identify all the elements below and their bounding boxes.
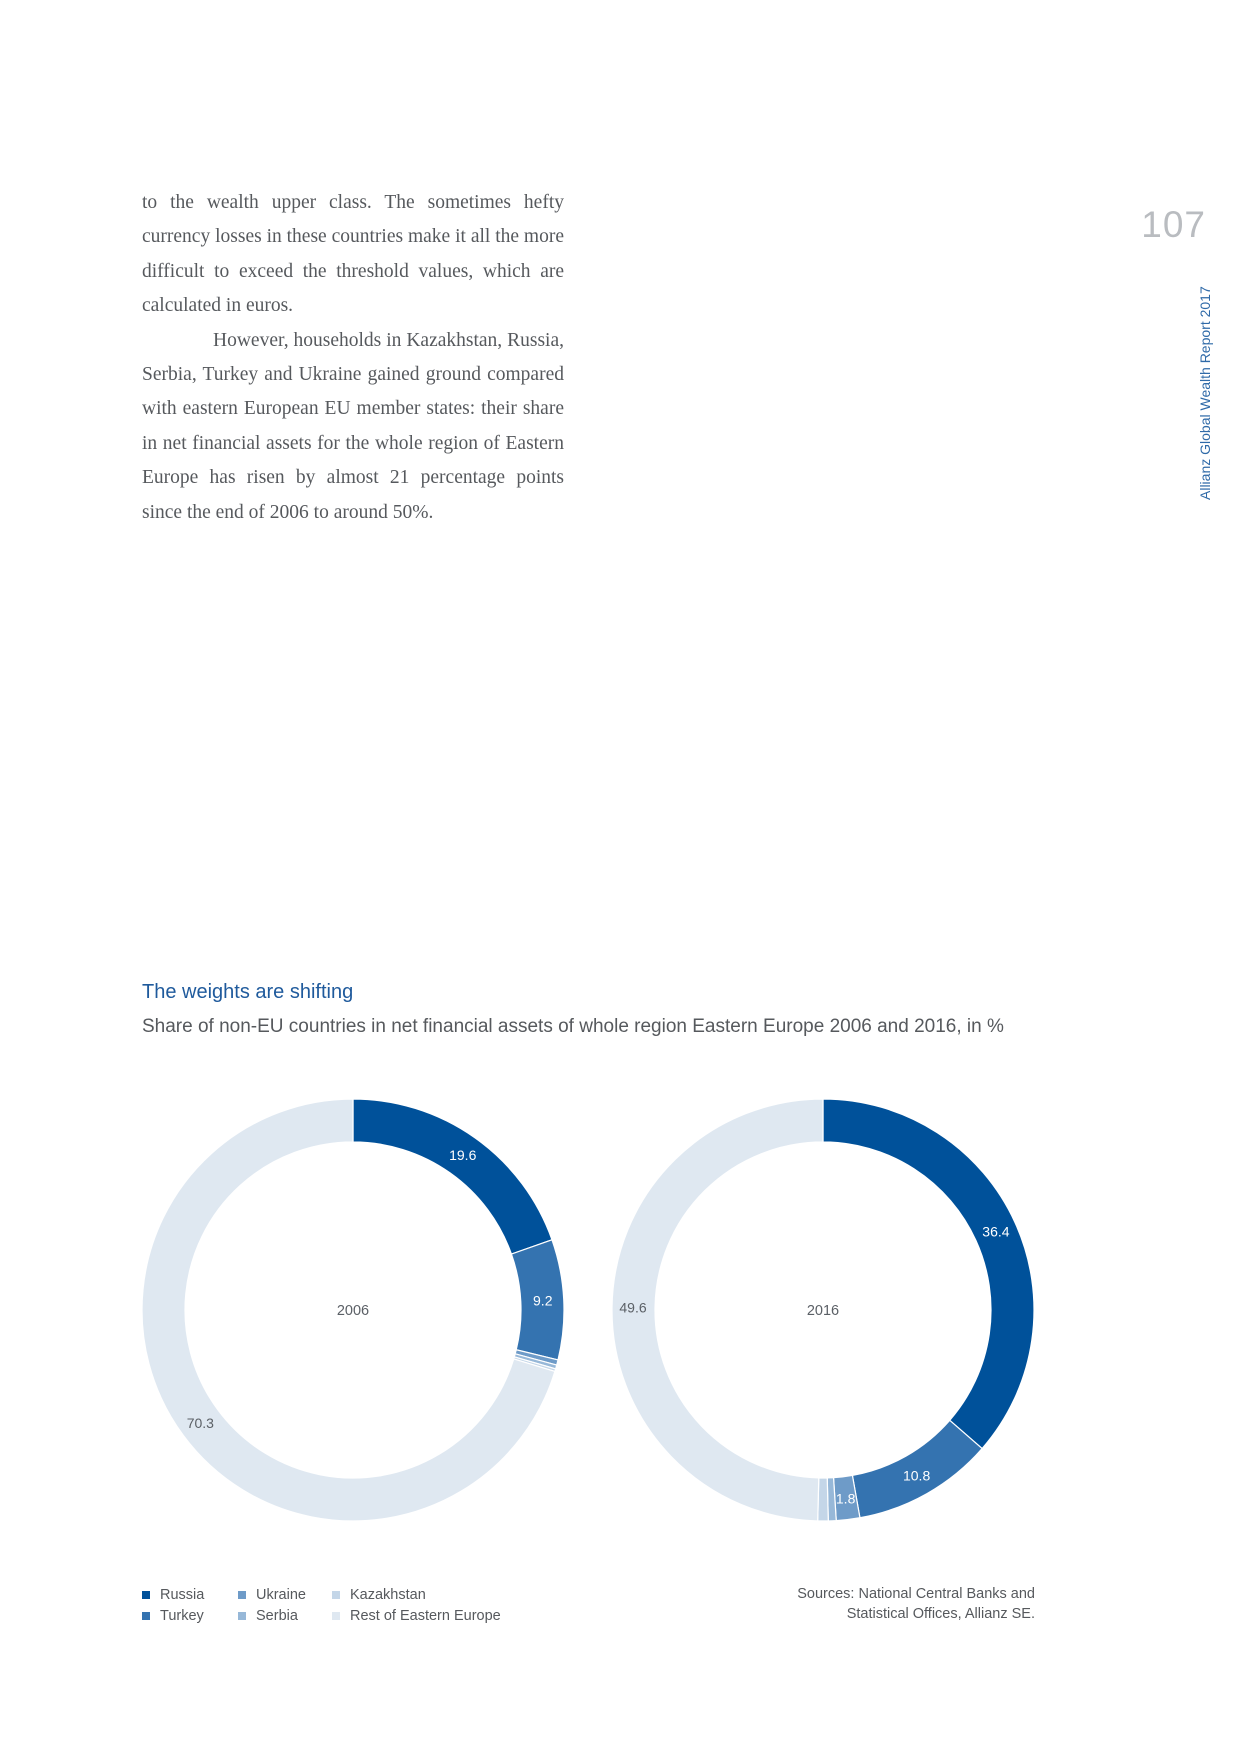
donut-2006-center-label: 2006 (336, 1303, 370, 1319)
source-line-2: Statistical Offices, Allianz SE. (846, 1606, 1035, 1622)
legend-swatch-ukraine (238, 1591, 246, 1599)
legend-swatch-turkey (142, 1612, 150, 1620)
legend-label-russia: Russia (160, 1587, 205, 1603)
legend-item-ukraine (238, 1586, 332, 1604)
donut-2006-label-turkey: 9.2 (533, 1292, 553, 1309)
legend-label-serbia: Serbia (256, 1608, 298, 1624)
body-paragraph-1: to the wealth upper class. The sometimes hefty currency losses in these countries make it all the more difficult to exceed the threshold values, which are calculated in euros. (142, 192, 564, 317)
donut-2016-slice-kazakhstan (818, 1478, 829, 1521)
legend-label-rest: Rest of Eastern Europe (350, 1608, 501, 1624)
donut-2006-slice-russia (353, 1099, 552, 1254)
legend-item-serbia (238, 1607, 332, 1625)
donut-2016-label-rest-of-eastern-europe: 49.6 (619, 1299, 647, 1316)
body-paragraph-2: However, households in Kazakhstan, Russia, Serbia, Turkey and Ukraine gained ground compared with eastern European EU member states: their share in net financial assets for the whole region of Eastern Europe has risen by almost 21 percentage points since the end of 2006 to around 50%. (142, 329, 564, 523)
donut-2016-label-russia: 36.4 (982, 1223, 1010, 1240)
chart-subtitle: Share of non-EU countries in net financial assets of whole region Eastern Europe 2006 and 2016, in % (142, 1016, 1004, 1037)
donut-2016-label-ukraine: 1.8 (835, 1490, 856, 1507)
donut-2006-label-rest-of-eastern-europe: 70.3 (186, 1415, 214, 1432)
legend-label-ukraine: Ukraine (256, 1587, 306, 1603)
legend-item-turkey (142, 1607, 238, 1625)
source-line-1: Sources: National Central Banks and (797, 1586, 1035, 1602)
legend-swatch-rest (332, 1612, 340, 1620)
page-number: 107 (1141, 204, 1206, 245)
donut-2006-label-russia: 19.6 (449, 1146, 477, 1163)
legend-label-turkey: Turkey (160, 1608, 204, 1624)
donut-2016-center-label: 2016 (806, 1303, 840, 1319)
legend-item-kazakhstan (332, 1586, 502, 1604)
chart-title: The weights are shifting (142, 981, 354, 1003)
legend-item-russia (142, 1586, 238, 1604)
source-note (735, 1584, 1035, 1624)
legend-swatch-serbia (238, 1612, 246, 1620)
legend-swatch-kazakhstan (332, 1591, 340, 1599)
legend-swatch-russia (142, 1591, 150, 1599)
running-title: Allianz Global Wealth Report 2017 (1197, 286, 1213, 500)
legend (142, 1586, 502, 1625)
donut-2016-slice-russia (823, 1099, 1034, 1449)
legend-label-kazakhstan: Kazakhstan (350, 1587, 426, 1603)
legend-item-rest (332, 1607, 502, 1625)
donut-2016-label-turkey: 10.8 (902, 1467, 931, 1484)
